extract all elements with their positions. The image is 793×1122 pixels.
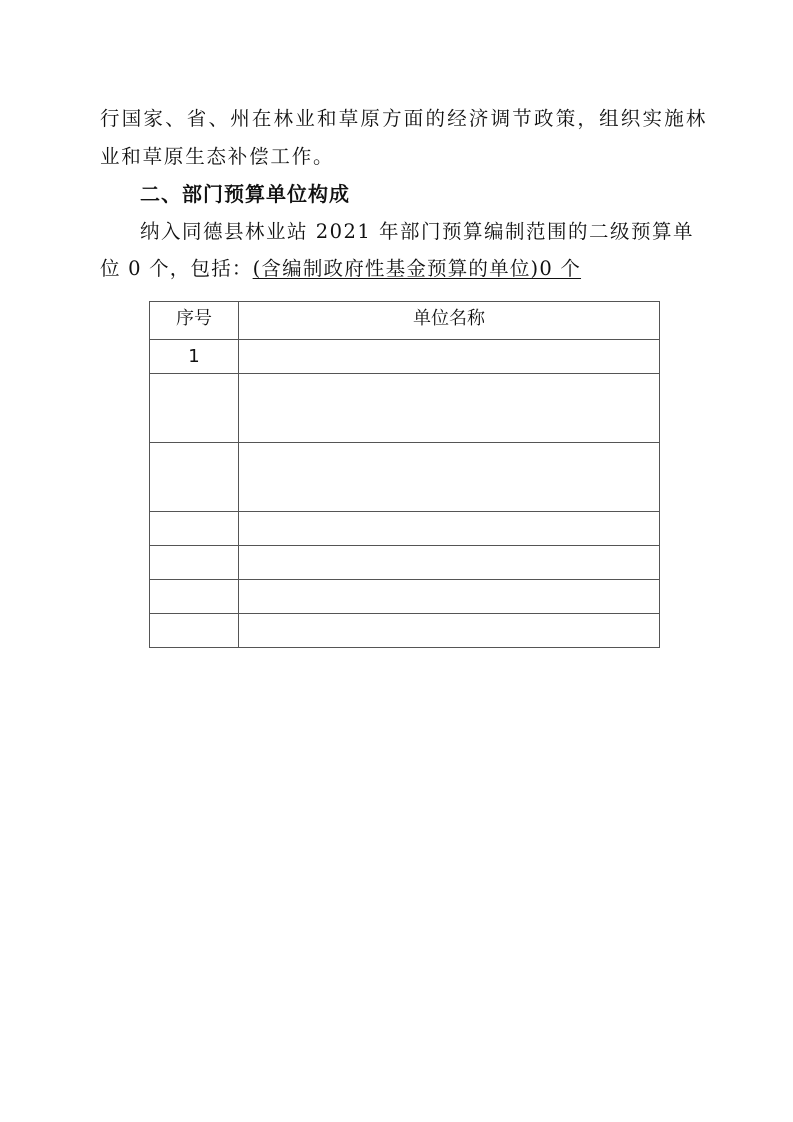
header-seq: 序号 xyxy=(150,302,239,340)
row-seq xyxy=(150,546,239,580)
table-row xyxy=(150,340,660,374)
paragraph-line-3: 纳入同德县林业站 2021 年部门预算编制范围的二级预算单 xyxy=(140,220,695,243)
budget-units-table xyxy=(149,301,660,648)
row-seq xyxy=(150,580,239,614)
section-heading: 二、部门预算单位构成 xyxy=(140,182,350,206)
row-unit-name xyxy=(239,443,660,512)
line-4-underlined-text: (含编制政府性基金预算的单位)0 个 xyxy=(252,257,582,280)
row-unit-name xyxy=(239,374,660,443)
paragraph-line-2: 业和草原生态补偿工作。 xyxy=(100,145,335,168)
header-unit-name: 单位名称 xyxy=(239,302,660,340)
paragraph-line-4 xyxy=(100,256,700,282)
row-seq xyxy=(150,443,239,512)
row-seq xyxy=(150,614,239,648)
table-row xyxy=(150,374,660,443)
row-seq xyxy=(150,374,239,443)
line-4-prefix: 位 0 个，包括： xyxy=(100,257,253,280)
table-row xyxy=(150,580,660,614)
table-row xyxy=(150,546,660,580)
table-row xyxy=(150,512,660,546)
row-seq xyxy=(150,512,239,546)
table-row xyxy=(150,614,660,648)
row-unit-name xyxy=(239,546,660,580)
row-unit-name xyxy=(239,340,660,374)
row-unit-name xyxy=(239,512,660,546)
row-unit-name xyxy=(239,580,660,614)
table-row xyxy=(150,443,660,512)
row-unit-name xyxy=(239,614,660,648)
table-header-row xyxy=(150,302,660,340)
row-seq: 1 xyxy=(150,340,239,374)
paragraph-line-1: 行国家、省、州在林业和草原方面的经济调节政策，组织实施林 xyxy=(100,107,708,130)
